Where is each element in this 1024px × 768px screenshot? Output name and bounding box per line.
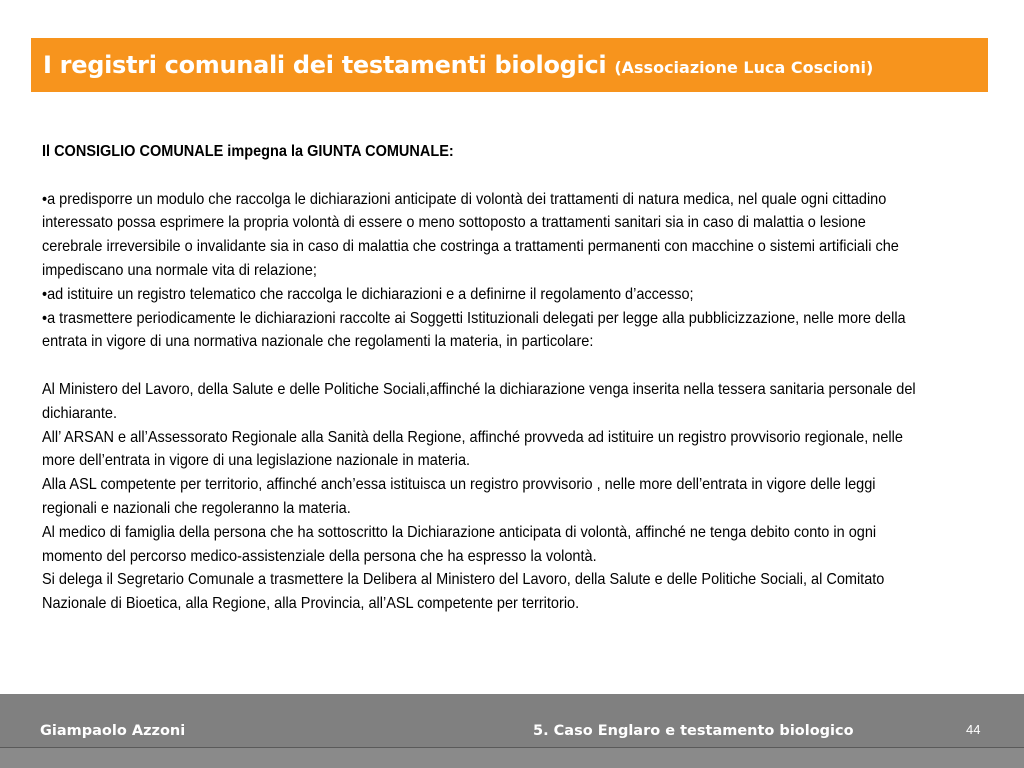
bullet-item: •a trasmettere periodicamente le dichiarazioni raccolte ai Soggetti Istituzionali delegati per legge alla pubblicizzazione, nelle more della entrata in vigore di una normativa nazionale che regolamenti la materia, in particolare: xyxy=(42,309,906,351)
body-paragraph: Al Ministero del Lavoro, della Salute e delle Politiche Sociali,affinché la dichiarazione venga inserita nella tessera sanitaria personale del dichiarante. xyxy=(42,380,916,422)
slide-title: I registri comunali dei testamenti biologici xyxy=(43,51,607,79)
body-heading: Il CONSIGLIO COMUNALE impegna la GIUNTA COMUNALE: xyxy=(42,143,454,160)
footer-author: Giampaolo Azzoni xyxy=(40,723,186,739)
body-paragraph: Al medico di famiglia della persona che ha sottoscritto la Dichiarazione anticipata di volontà, affinché ne tenga debito conto in ogni momento del percorso medico-assistenziale della persona che ha espresso la volontà. xyxy=(42,523,877,565)
footer-topic: 5. Caso Englaro e testamento biologico xyxy=(533,723,854,739)
footer-bar xyxy=(0,694,1024,747)
bullet-item: •a predisporre un modulo che raccolga le dichiarazioni anticipate di volontà dei trattamenti di natura medica, nel quale ogni cittadino interessato possa esprimere la propria volontà di essere o meno sottoposto a trattamenti sanitari sia in caso di malattia o lesione cerebrale irreversibile o invalidante sia in caso di malattia che costringa a trattamenti permanenti con macchine o sistemi artificiali che impediscano una normale vita di relazione; xyxy=(42,190,899,279)
body-paragraph: All’ ARSAN e all’Assessorato Regionale alla Sanità della Regione, affinché provveda ad istituire un registro provvisorio regionale, nelle more dell’entrata in vigore di una legislazione nazionale in materia. xyxy=(42,428,903,470)
slide-subtitle: (Associazione Luca Coscioni) xyxy=(614,57,874,77)
spacer xyxy=(42,164,916,188)
title-bar xyxy=(31,38,988,92)
body-paragraph: Alla ASL competente per territorio, affinché anch’essa istituisca un registro provvisorio , nelle more dell’entrata in vigore delle leggi regionali e nazionali che regoleranno la materia. xyxy=(42,476,876,517)
bullet-item: •ad istituire un registro telematico che raccolga le dichiarazioni e a definirne il regolamento d’accesso; xyxy=(42,285,694,303)
footer-strip xyxy=(0,748,1024,768)
slide-body xyxy=(42,140,916,616)
spacer xyxy=(42,354,916,378)
page-number: 44 xyxy=(966,722,981,737)
body-paragraph: Si delega il Segretario Comunale a trasmettere la Delibera al Ministero del Lavoro, della Salute e delle Politiche Sociali, al Comitato Nazionale di Bioetica, alla Regione, alla Provincia, all’ASL competente per territorio. xyxy=(42,571,885,613)
